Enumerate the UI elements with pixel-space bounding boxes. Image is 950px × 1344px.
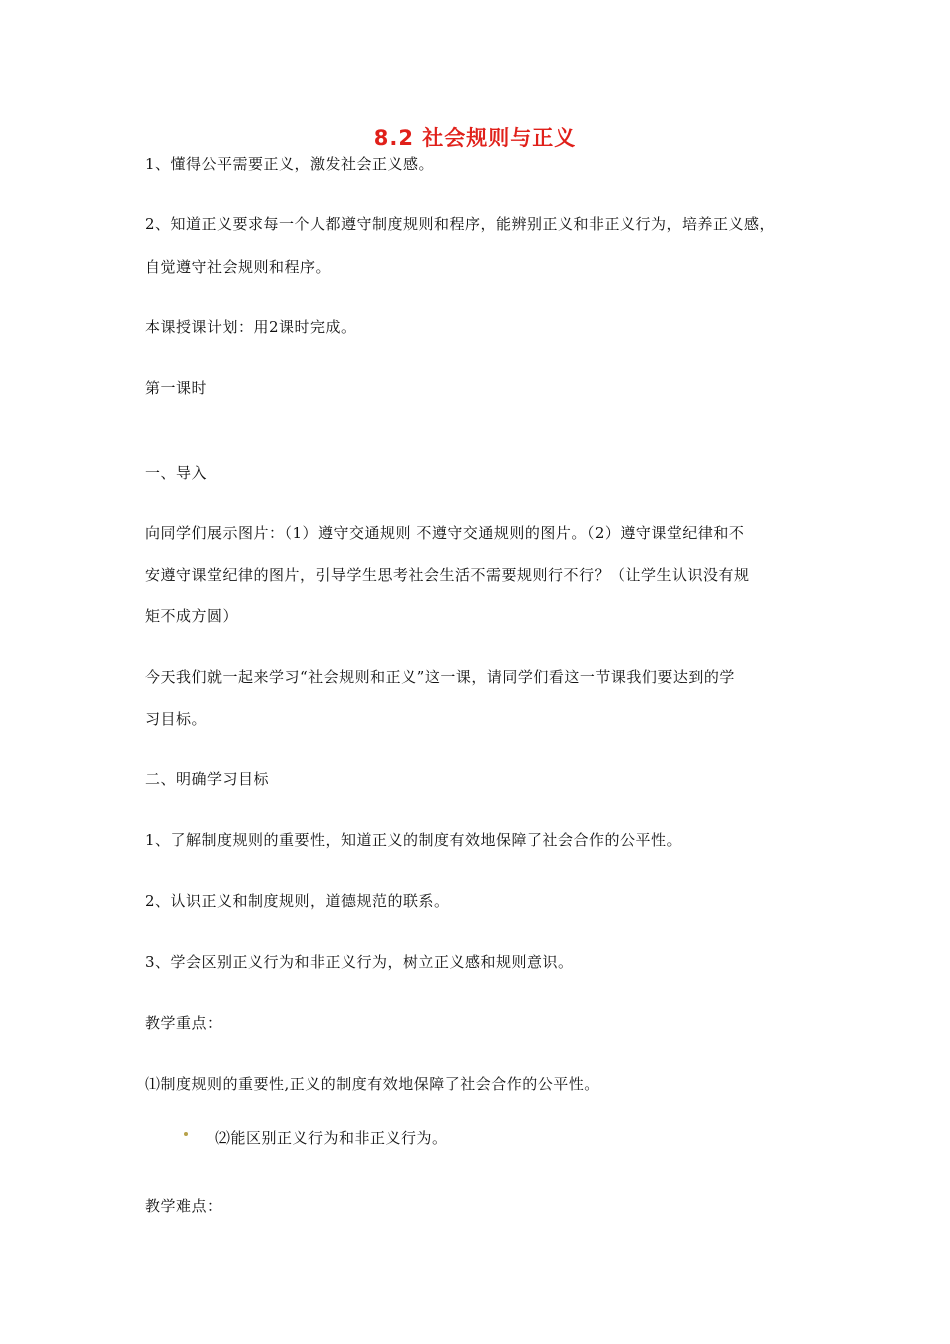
page-title: 8.2 社会规则与正义 xyxy=(373,126,577,150)
objective-2: 2、认识正义和制度规则，道德规范的联系。 xyxy=(145,892,450,910)
key-point-1: ⑴制度规则的重要性,正义的制度有效地保障了社会合作的公平性。 xyxy=(145,1075,600,1093)
difficulty-heading: 教学难点： xyxy=(145,1197,223,1215)
goal-line-2-cont: 自觉遵守社会规则和程序。 xyxy=(145,258,332,276)
bullet-dot xyxy=(184,1132,188,1136)
intro-paragraph-line-1: 向同学们展示图片：（1）遵守交通规则 不遵守交通规则的图片。（2）遵守课堂纪律和不 xyxy=(145,524,745,542)
intro-paragraph-line-3: 矩不成方圆） xyxy=(145,607,239,625)
today-paragraph-line-2: 习目标。 xyxy=(145,710,208,728)
today-paragraph-line-1: 今天我们就一起来学习“社会规则和正义”这一课，请同学们看这一节课我们要达到的学 xyxy=(145,668,735,686)
section-heading-objectives: 二、明确学习目标 xyxy=(145,770,270,788)
goal-line-1: 1、懂得公平需要正义，激发社会正义感。 xyxy=(145,155,435,173)
objective-3: 3、学会区别正义行为和非正义行为，树立正义感和规则意识。 xyxy=(145,953,574,971)
key-point-2: ⑵能区别正义行为和非正义行为。 xyxy=(215,1129,448,1147)
goal-line-2: 2、知道正义要求每一个人都遵守制度规则和程序，能辨别正义和非正义行为，培养正义感， xyxy=(145,215,776,233)
lesson-heading: 第一课时 xyxy=(145,379,208,397)
section-heading-intro: 一、导入 xyxy=(145,464,208,482)
objective-1: 1、了解制度规则的重要性，知道正义的制度有效地保障了社会合作的公平性。 xyxy=(145,831,683,849)
key-points-heading: 教学重点： xyxy=(145,1014,223,1032)
intro-paragraph-line-2: 安遵守课堂纪律的图片，引导学生思考社会生活不需要规则行不行？（让学生认识没有规 xyxy=(145,566,750,584)
teaching-plan: 本课授课计划：用2课时完成。 xyxy=(145,318,357,336)
